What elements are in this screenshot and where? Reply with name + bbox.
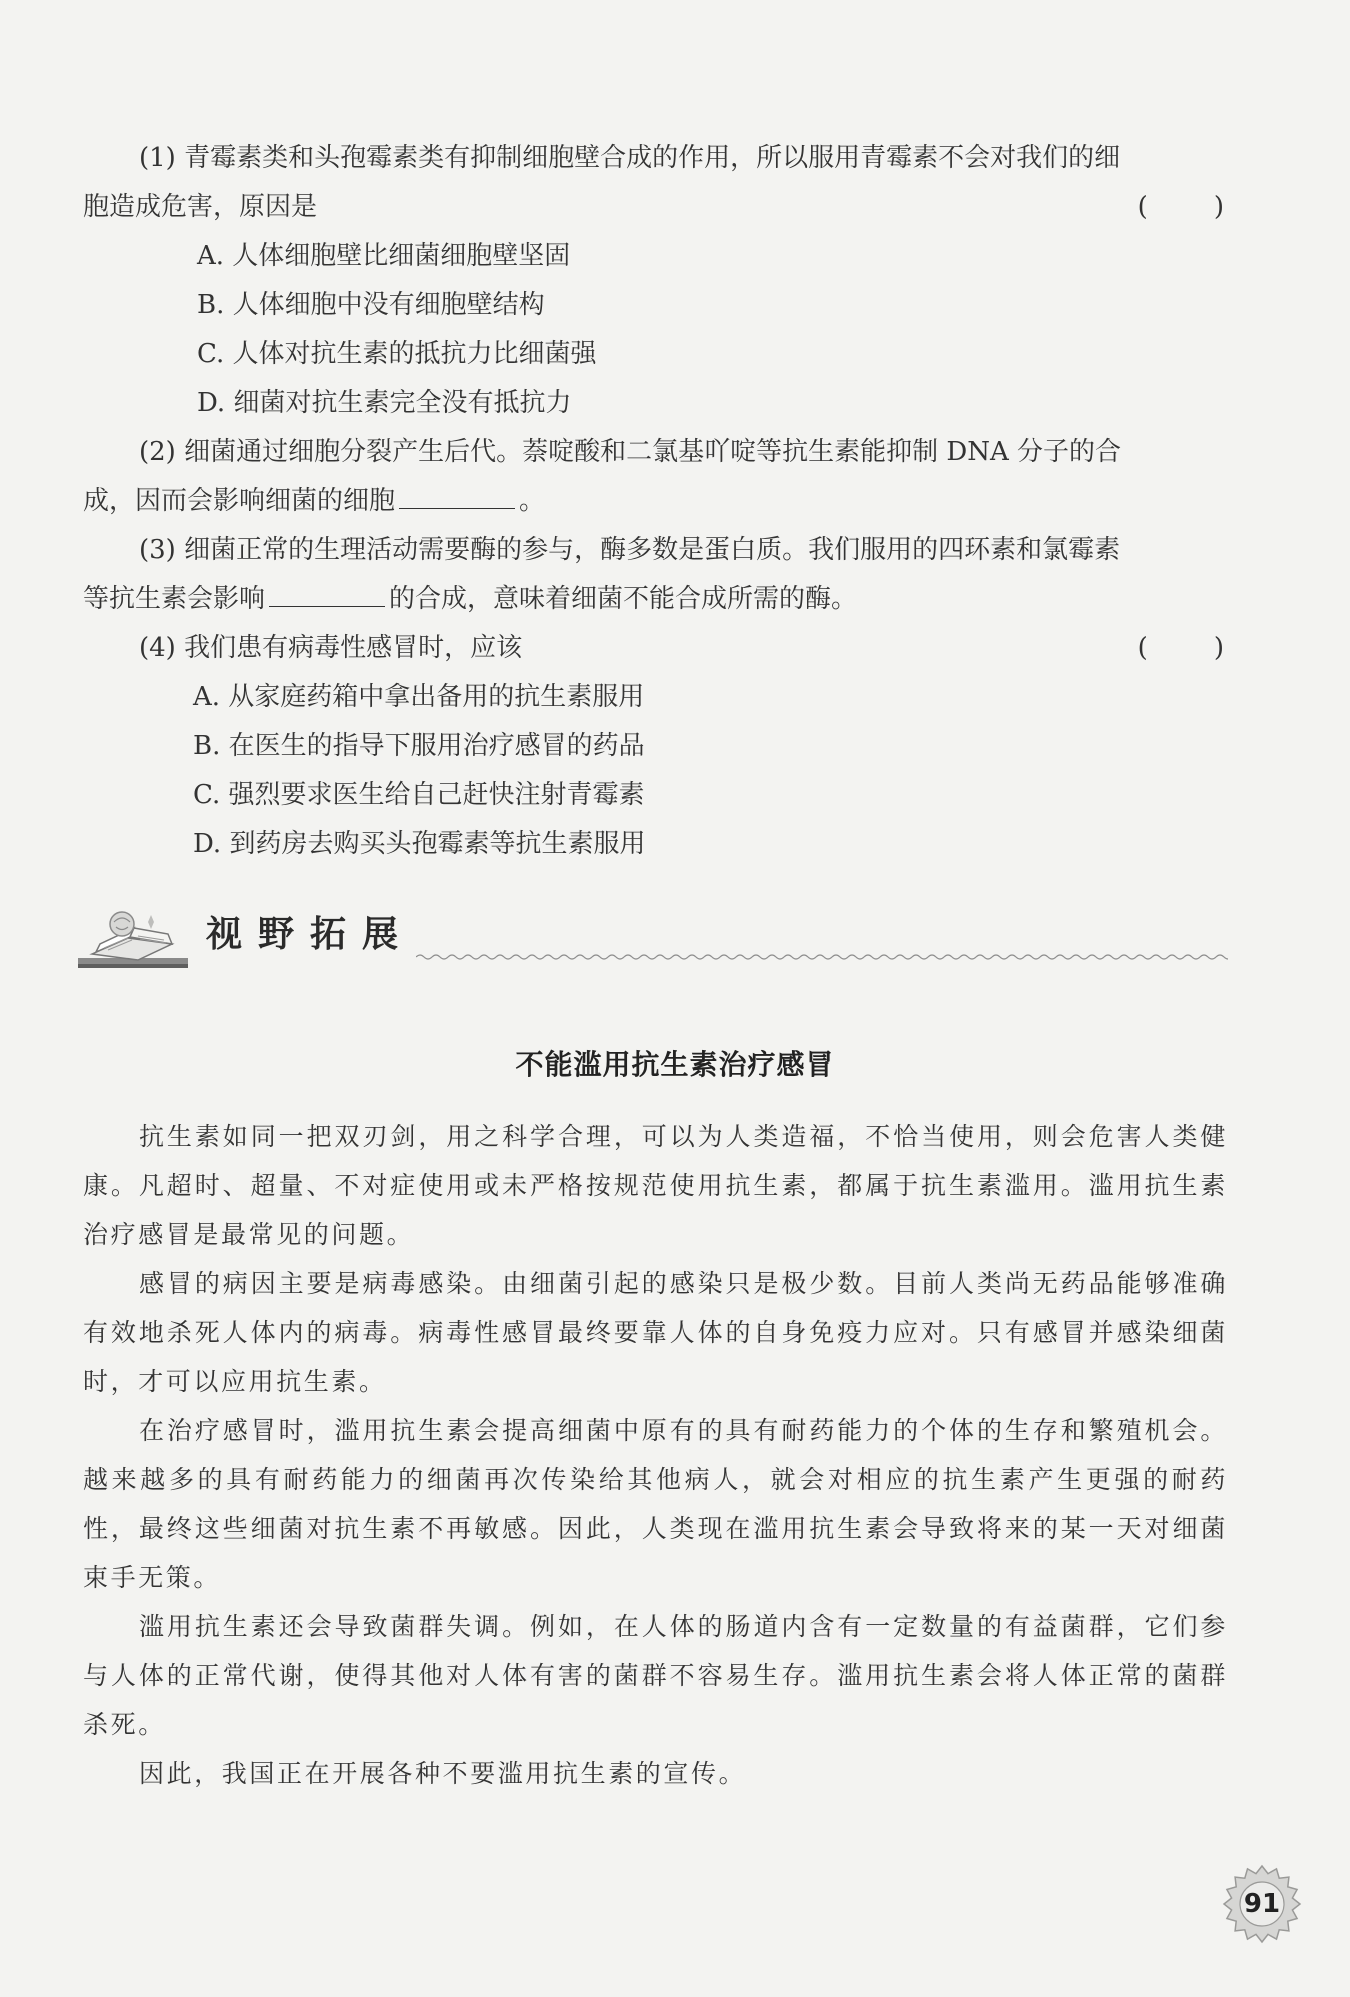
question-3-fill-blank [269, 584, 385, 607]
article-paragraph-4: 滥用抗生素还会导致菌群失调。例如，在人体的肠道内含有一定数量的有益菌群，它们参与人体的正常代谢，使得其他对人体有害的菌群不容易生存。滥用抗生素会将人体正常的菌群杀死。 [83, 1612, 1228, 1739]
section-title: 视野拓展 [206, 914, 415, 955]
article-body [83, 1112, 1228, 1798]
page-number: 91 [1243, 1889, 1281, 1919]
article-title: 不能滥用抗生素治疗感冒 [515, 1048, 835, 1081]
article-paragraph-3: 在治疗感冒时，滥用抗生素会提高细菌中原有的具有耐药能力的个体的生存和繁殖机会。越来越多的具有耐药能力的细菌再次传染给其他病人，就会对相应的抗生素产生更强的耐药性，最终这些细菌对抗生素不再敏感。因此，人类现在滥用抗生素会导致将来的某一天对细菌束手无策。 [83, 1416, 1228, 1592]
open-book-icon [78, 908, 188, 970]
question-4-stem: (4) 我们患有病毒性感冒时，应该 [139, 633, 523, 663]
question-3-stem-line2 [83, 575, 1228, 624]
question-2-stem-line2 [83, 477, 1228, 526]
question-2-text-after-blank: 。 [519, 486, 546, 516]
question-4-option-b: B. 在医生的指导下服用治疗感冒的药品 [193, 731, 645, 761]
page-number-badge [1222, 1864, 1302, 1944]
article-paragraph-5: 因此，我国正在开展各种不要滥用抗生素的宣传。 [139, 1759, 747, 1788]
question-2-stem-line1: (2) 细菌通过细胞分裂产生后代。萘啶酸和二氯基吖啶等抗生素能抑制 DNA 分子的合 [139, 437, 1121, 467]
question-4-option-c: C. 强烈要求医生给自己赶快注射青霉素 [193, 780, 645, 810]
question-4-option-d: D. 到药房去购买头孢霉素等抗生素服用 [193, 829, 646, 859]
section-header [78, 908, 1228, 970]
question-4-option-a: A. 从家庭药箱中拿出备用的抗生素服用 [193, 682, 645, 712]
question-1-answer-bracket: ( ) [1137, 192, 1224, 222]
question-1-stem-line2: 胞造成危害，原因是 [83, 192, 318, 222]
question-1-stem-line2-row [83, 183, 1228, 232]
question-list [83, 134, 1228, 869]
question-1-option-a: A. 人体细胞壁比细菌细胞壁坚固 [197, 241, 571, 271]
article-paragraph-2: 感冒的病因主要是病毒感染。由细菌引起的感染只是极少数。目前人类尚无药品能够准确有效地杀死人体内的病毒。病毒性感冒最终要靠人体的自身免疫力应对。只有感冒并感染细菌时，才可以应用抗生素。 [83, 1269, 1228, 1396]
question-4-answer-bracket: ( ) [1137, 633, 1224, 663]
question-3-stem-line1: (3) 细菌正常的生理活动需要酶的参与，酶多数是蛋白质。我们服用的四环素和氯霉素 [139, 535, 1121, 565]
question-2-fill-blank [399, 486, 515, 509]
question-1-option-d: D. 细菌对抗生素完全没有抵抗力 [197, 388, 572, 418]
section-divider-wave [416, 952, 1228, 962]
question-3-text-after-blank: 的合成，意味着细菌不能合成所需的酶。 [389, 584, 858, 614]
question-2-text-before-blank: 成，因而会影响细菌的细胞 [83, 486, 396, 516]
article-paragraph-1: 抗生素如同一把双刃剑，用之科学合理，可以为人类造福，不恰当使用，则会危害人类健康。凡超时、超量、不对症使用或未严格按规范使用抗生素，都属于抗生素滥用。滥用抗生素治疗感冒是最常见的问题。 [83, 1122, 1228, 1249]
question-1-stem-line1: (1) 青霉素类和头孢霉素类有抑制细胞壁合成的作用，所以服用青霉素不会对我们的细 [139, 143, 1121, 173]
question-1-option-c: C. 人体对抗生素的抵抗力比细菌强 [197, 339, 597, 369]
question-3-text-before-blank: 等抗生素会影响 [83, 584, 266, 614]
question-1-option-b: B. 人体细胞中没有细胞壁结构 [197, 290, 545, 320]
question-4-stem-row [83, 624, 1228, 673]
